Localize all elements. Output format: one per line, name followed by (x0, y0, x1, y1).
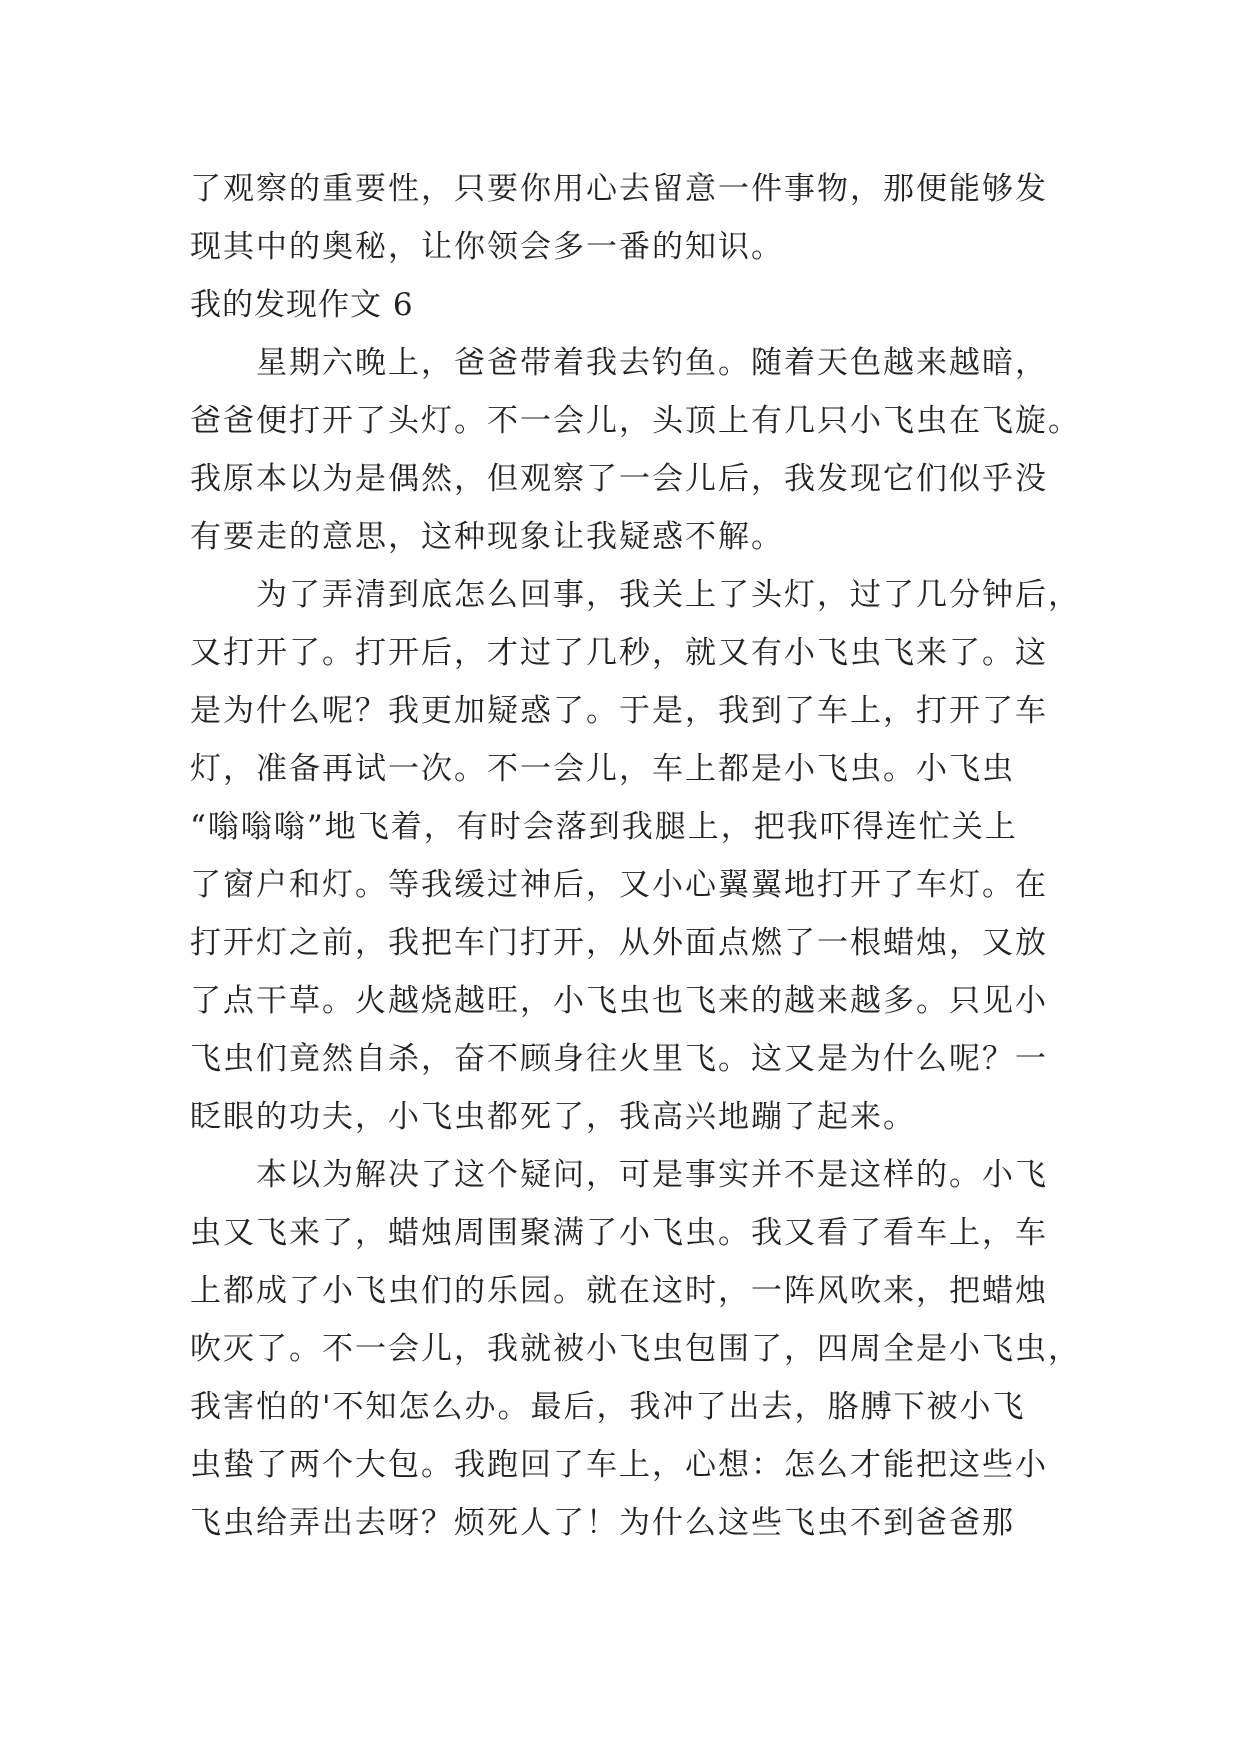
text-line: 爸爸便打开了头灯。不一会儿，头顶上有几只小飞虫在飞旋。 (190, 403, 1081, 439)
text-line: 为了弄清到底怎么回事，我关上了头灯，过了几分钟后， (256, 577, 1081, 613)
paragraph-3 (190, 1146, 1081, 1552)
section-heading: 我的发现作文 6 (190, 287, 414, 323)
text-line: 打开灯之前，我把车门打开，从外面点燃了一根蜡烛，又放 (190, 925, 1048, 961)
text-line: 又打开了。打开后，才过了几秒，就又有小飞虫飞来了。这 (190, 635, 1048, 671)
text-line: 飞虫给弄出去呀？烦死人了！为什么这些飞虫不到爸爸那 (190, 1505, 1015, 1541)
text-line: 是为什么呢？我更加疑惑了。于是，我到了车上，打开了车 (190, 693, 1048, 729)
text-line: 我原本以为是偶然，但观察了一会儿后，我发现它们似乎没 (190, 461, 1048, 497)
text-line: 本以为解决了这个疑问，可是事实并不是这样的。小飞 (256, 1157, 1048, 1193)
text-line: 虫又飞来了，蜡烛周围聚满了小飞虫。我又看了看车上，车 (190, 1215, 1048, 1251)
paragraph-1 (190, 334, 1081, 566)
text-line: 星期六晚上，爸爸带着我去钓鱼。随着天色越来越暗， (256, 345, 1048, 381)
text-line: 虫蛰了两个大包。我跑回了车上，心想：怎么才能把这些小 (190, 1447, 1048, 1483)
text-line: 吹灭了。不一会儿，我就被小飞虫包围了，四周全是小飞虫， (190, 1331, 1081, 1367)
document-body (190, 160, 1081, 1552)
text-line: 灯，准备再试一次。不一会儿，车上都是小飞虫。小飞虫 (190, 751, 1015, 787)
text-line: 上都成了小飞虫们的乐园。就在这时，一阵风吹来，把蜡烛 (190, 1273, 1048, 1309)
text-line: 了窗户和灯。等我缓过神后，又小心翼翼地打开了车灯。在 (190, 867, 1048, 903)
text-line: 我害怕的'不知怎么办。最后，我冲了出去，胳膊下被小飞 (190, 1389, 1026, 1425)
text-line: 了观察的重要性，只要你用心去留意一件事物，那便能够发 (190, 171, 1048, 207)
text-line: 现其中的奥秘，让你领会多一番的知识。 (190, 229, 784, 265)
text-line: 飞虫们竟然自杀，奋不顾身往火里飞。这又是为什么呢？一 (190, 1041, 1048, 1077)
text-line: 有要走的意思，这种现象让我疑惑不解。 (190, 519, 784, 555)
paragraph-2 (190, 566, 1081, 1146)
text-line: 眨眼的功夫，小飞虫都死了，我高兴地蹦了起来。 (190, 1099, 916, 1135)
text-line: 了点干草。火越烧越旺，小飞虫也飞来的越来越多。只见小 (190, 983, 1048, 1019)
lead-paragraph (190, 160, 1055, 276)
text-line: “嗡嗡嗡”地飞着，有时会落到我腿上，把我吓得连忙关上 (190, 809, 1018, 845)
